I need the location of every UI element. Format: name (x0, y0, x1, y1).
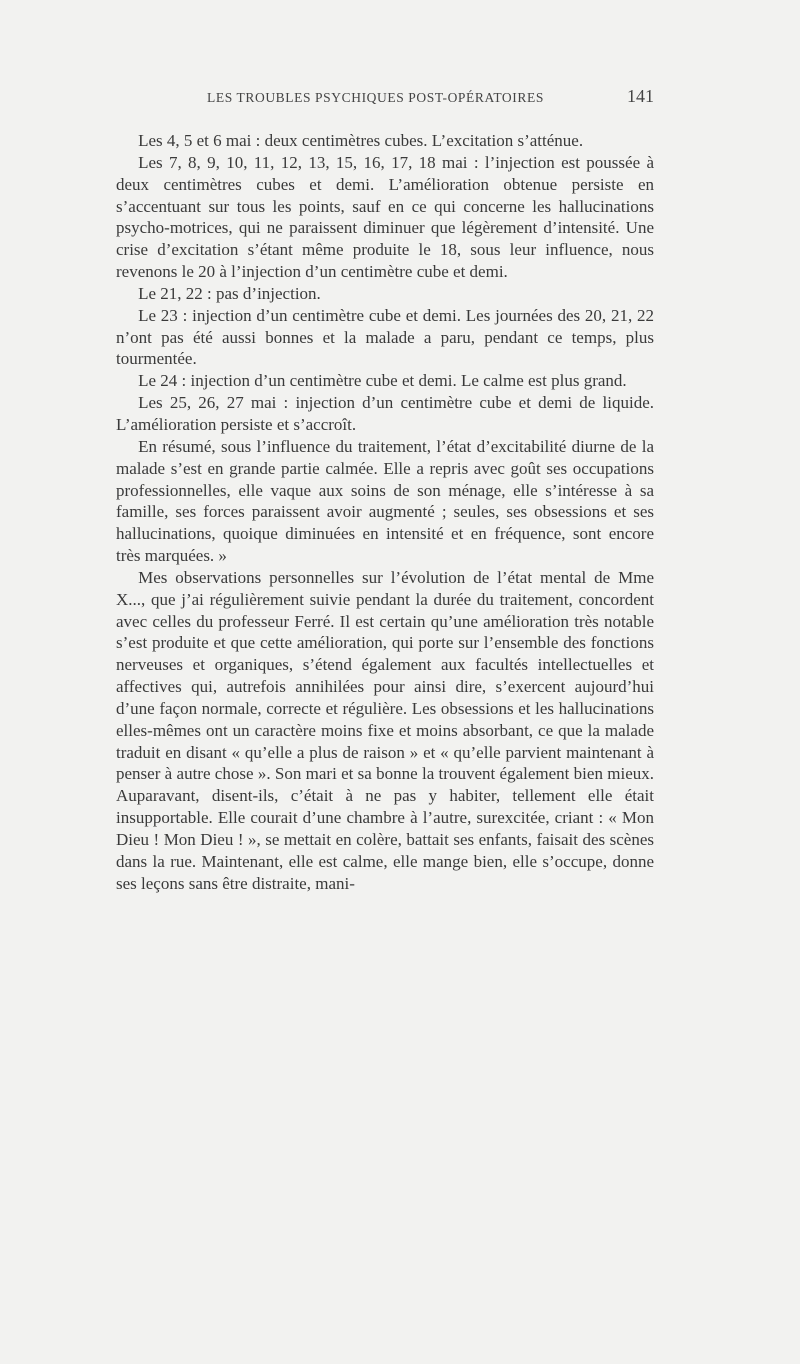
paragraph: Mes observations personnelles sur l’évolution de l’état mental de Mme X..., que j’ai régulièrement suivie pendant la durée du traitement, concordent avec celles du professeur Ferré. Il est certain qu’une amélioration très notable s’est produite et que cette amélioration, qui porte sur l’ensemble des fonctions nerveuses et organiques, s’étend également aux facultés intellectuelles et affectives qui, autrefois annihilées pour ainsi dire, s’exercent aujourd’hui d’une façon normale, correcte et régulière. Les obsessions et les hallucinations elles-mêmes ont un caractère moins fixe et moins absorbant, ce que la malade traduit en disant « qu’elle a plus de raison » et « qu’elle parvient maintenant à penser à autre chose ». Son mari et sa bonne la trouvent également bien mieux. Auparavant, disent-ils, c’était à ne pas y habiter, tellement elle était insupportable. Elle courait d’une chambre à l’autre, surexcitée, criant : « Mon Dieu ! Mon Dieu ! », se mettait en colère, battait ses enfants, faisait des scènes dans la rue. Maintenant, elle est calme, elle mange bien, elle s’occupe, donne ses leçons sans être distraite, mani- (116, 567, 654, 893)
paragraph: Les 4, 5 et 6 mai : deux centimètres cubes. L’excitation s’atténue. (138, 131, 584, 150)
page-number: 141 (627, 86, 654, 106)
page-header (0, 84, 800, 114)
paragraph: Le 21, 22 : pas d’injection. (138, 283, 321, 303)
paragraph: En résumé, sous l’influence du traitement, l’état d’excitabilité diurne de la malade s’est en grande partie calmée. Elle a repris avec goût ses occupations professionnelles, elle vaque aux soins de son ménage, elle s’intéresse à sa famille, ses forces paraissent avoir augmenté ; seules, ses obsessions et ses hallucinations, quoique diminuées en intensité et en fréquence, sont encore très marquées. » (116, 436, 654, 566)
paragraph: Le 23 : injection d’un centimètre cube et demi. Les journées des 20, 21, 22 n’ont pas été aussi bonnes et la malade a paru, pendant ce temps, plus tourmentée. (116, 305, 654, 369)
paragraph: Les 25, 26, 27 mai : injection d’un centimètre cube et demi de liquide. L’amélioration persiste et s’accroît. (116, 393, 654, 434)
paragraph: Les 7, 8, 9, 10, 11, 12, 13, 15, 16, 17, 18 mai : l’injection est poussée à deux centimètres cubes et demi. L’amélioration obtenue persiste en s’accentuant sur tous les points, sauf en ce qui concerne les hallucinations psycho-motrices, qui ne paraissent diminuer que légèrement d’intensité. Une crise d’excitation s’étant même produite le 18, sous leur influence, nous revenons le 20 à l’injection d’un centimètre cube et demi. (116, 152, 654, 282)
running-title: LES TROUBLES PSYCHIQUES POST-OPÉRATOIRES (207, 90, 544, 105)
paragraph: Le 24 : injection d’un centimètre cube et demi. Le calme est plus grand. (138, 371, 627, 391)
body-text (116, 130, 654, 895)
